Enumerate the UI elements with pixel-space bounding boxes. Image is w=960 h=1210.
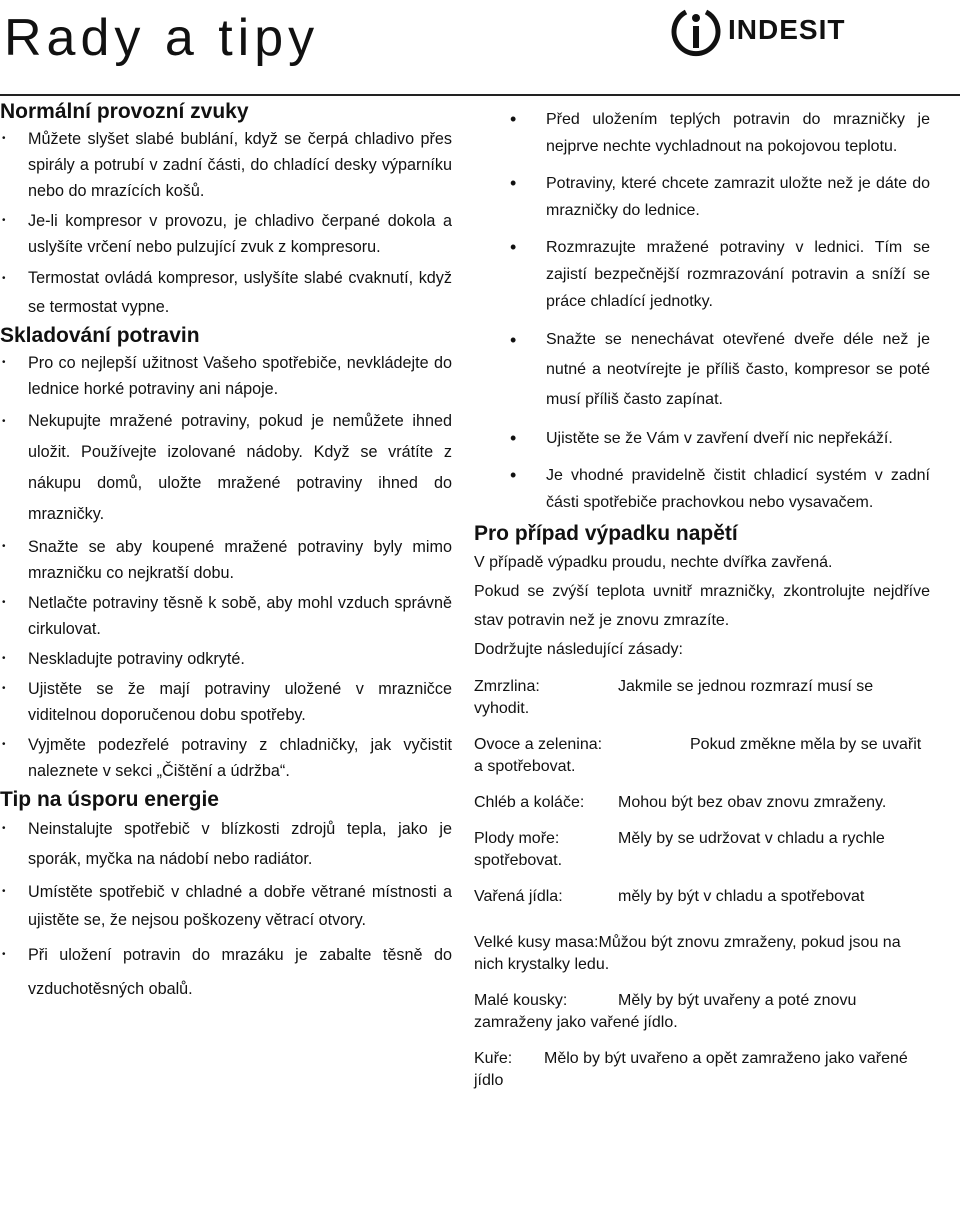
list-item: • Nekupujte mražené potraviny, pokud je nemůžete ihned uložit. Používejte izolované nádoby. Když se vrátíte z nákupu domů, uložte mražené potraviny ihned do mrazničky.: [0, 406, 452, 530]
list-item: • Umístěte spotřebič v chladné a dobře větrané místnosti a ujistěte se, že nejsou poškozeny větrací otvory.: [0, 878, 452, 934]
list-item: • Neinstalujte spotřebič v blízkosti zdrojů tepla, jako je sporák, myčka na nádobí nebo radiátor.: [0, 814, 452, 874]
list-item: • Netlačte potraviny těsně k sobě, aby mohl vzduch správně cirkulovat.: [0, 590, 452, 642]
food-row: [474, 886, 930, 908]
list-item: • Ujistěte se že mají potraviny uložené v mrazničce viditelnou doporučenou dobu spotřeby.: [0, 676, 452, 728]
power-paragraph: Pokud se zvýší teplota uvnitř mrazničky, zkontrolujte nejdříve stav potravin než je znovu zmrazíte.: [474, 583, 930, 629]
list-item: • Termostat ovládá kompresor, uslyšíte slabé cvaknutí, když se termostat vypne.: [0, 264, 452, 322]
list-item: • Vyjměte podezřelé potraviny z chladničky, jak vyčistit naleznete v sekci „Čištění a údržba“.: [0, 732, 452, 784]
food-label: Plody moře:: [474, 830, 560, 847]
list-item: • Ujistěte se že Vám v zavření dveří nic nepřekáží.: [474, 425, 930, 452]
brand-name: INDESIT: [728, 14, 846, 45]
power-paragraph: V případě výpadku proudu, nechte dvířka zavřená.: [474, 554, 833, 571]
section-heading-storage: Skladování potravin: [0, 324, 200, 347]
list-item: • Rozmrazujte mražené potraviny v lednici. Tím se zajistí bezpečnější rozmrazování potravin a sníží se práce chladící jednotky.: [474, 234, 930, 315]
food-row: [474, 828, 930, 872]
left-column: [0, 100, 452, 1010]
food-text: Můžou být znovu zmraženy, pokud jsou na nich krystalky ledu.: [474, 934, 901, 973]
food-text: měly by být v chladu a spotřebovat: [618, 888, 865, 905]
food-text: Měly by se udržovat v chladu a rychle spotřebovat.: [474, 830, 885, 869]
list-item: • Neskladujte potraviny odkryté.: [0, 646, 452, 672]
food-row: [474, 734, 930, 778]
list-item: • Před uložením teplých potravin do mrazničky je nejprve nechte vychladnout na pokojovou teplotu.: [474, 106, 930, 160]
freezing-tips-list: [474, 106, 930, 516]
indesit-logo-icon: [670, 4, 722, 58]
header-divider: [0, 94, 960, 96]
list-item: • Při uložení potravin do mrazáku je zabalte těsně do vzduchotěsných obalů.: [0, 938, 452, 1006]
food-text: Mohou být bez obav znovu zmraženy.: [618, 794, 887, 811]
food-label: Ovoce a zelenina:: [474, 736, 603, 753]
food-row: [474, 990, 930, 1034]
food-text: Jakmile se jednou rozmrazí musí se vyhodit.: [474, 678, 874, 717]
list-item: • Potraviny, které chcete zamrazit uložte než je dáte do mrazničky do lednice.: [474, 170, 930, 224]
food-row: [474, 792, 930, 814]
food-label: Vařená jídla:: [474, 888, 563, 905]
page-title: Rady a tipy: [4, 9, 320, 67]
right-column: [474, 100, 930, 1092]
food-row: [474, 1048, 930, 1092]
food-label: Malé kousky:: [474, 992, 568, 1009]
noises-list: [0, 126, 452, 322]
food-row: [474, 932, 930, 976]
list-item: • Je vhodné pravidelně čistit chladicí systém v zadní části spotřebiče prachovkou nebo vysavačem.: [474, 462, 930, 516]
food-label: Zmrzlina:: [474, 678, 540, 695]
list-item: • Je-li kompresor v provozu, je chladivo čerpané dokola a uslyšíte vrčení nebo pulzující zvuk z kompresoru.: [0, 208, 452, 260]
section-heading-noises: Normální provozní zvuky: [0, 100, 249, 123]
list-item: • Snažte se nenechávat otevřené dveře déle než je nutné a neotvírejte je příliš často, kompresor se poté musí příliš často zapínat.: [474, 325, 930, 415]
food-label: Chléb a koláče:: [474, 794, 585, 811]
list-item: • Snažte se aby koupené mražené potraviny byly mimo mrazničku co nejkratší dobu.: [0, 534, 452, 586]
food-label: Velké kusy masa:: [474, 934, 599, 951]
power-paragraph: Dodržujte následující zásady:: [474, 641, 683, 658]
food-text: Pokud změkne měla by se uvařit a spotřebovat.: [474, 736, 922, 775]
section-heading-power-outage: Pro případ výpadku napětí: [474, 522, 738, 545]
storage-list: [0, 350, 452, 784]
brand-logo: [670, 4, 850, 58]
list-item: • Můžete slyšet slabé bublání, když se čerpá chladivo přes spirály a potrubí v zadní části, do chladící desky výparníku nebo do mrazících košů.: [0, 126, 452, 204]
list-item: • Pro co nejlepší užitnost Vašeho spotřebiče, nevkládejte do lednice horké potraviny ani nápoje.: [0, 350, 452, 402]
food-text: Měly by být uvařeny a poté znovu zamraženy jako vařené jídlo.: [474, 992, 857, 1031]
food-text: Mělo by být uvařeno a opět zamraženo jako vařené jídlo: [474, 1050, 908, 1089]
food-row: [474, 676, 930, 720]
food-guidelines: [474, 676, 930, 1092]
section-heading-energy: Tip na úsporu energie: [0, 788, 219, 811]
food-label: Kuře:: [474, 1050, 513, 1067]
energy-list: [0, 814, 452, 1006]
